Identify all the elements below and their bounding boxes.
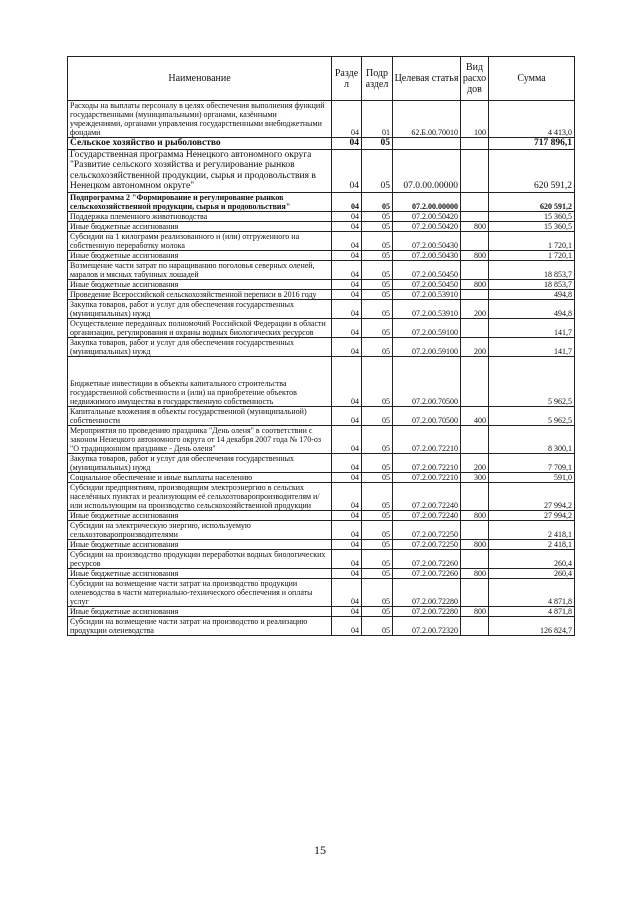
row-amount: 620 591,2	[489, 192, 575, 211]
row-name: Капитальные вложения в объекты государственной (муниципальной) собственности	[68, 406, 332, 425]
row-subsection: 05	[362, 279, 393, 289]
row-target-article: 62.Б.00.70010	[393, 101, 461, 138]
row-section: 04	[332, 138, 362, 150]
row-expense-type	[461, 138, 489, 150]
row-expense-type: 800	[461, 568, 489, 578]
row-expense-type	[461, 192, 489, 211]
row-section: 04	[332, 549, 362, 568]
row-expense-type	[461, 211, 489, 221]
table-row	[68, 520, 575, 539]
table-row	[68, 568, 575, 578]
row-expense-type: 100	[461, 101, 489, 138]
row-target-article: 07.2.00.72250	[393, 539, 461, 549]
row-target-article: 07.2.00.59100	[393, 337, 461, 356]
row-name: Государственная программа Ненецкого автономного округа "Развитие сельского хозяйства и регулирование рынков сельскохозяйственной продукции, сырья и продовольствия в Ненецком автономном округе"	[68, 149, 332, 192]
row-subsection: 05	[362, 482, 393, 510]
row-name: Закупка товаров, работ и услуг для обеспечения государственных (муниципальных) нужд	[68, 453, 332, 472]
table-row	[68, 221, 575, 231]
row-section: 04	[332, 472, 362, 482]
row-section: 04	[332, 279, 362, 289]
row-subsection: 05	[362, 149, 393, 192]
row-section: 04	[332, 568, 362, 578]
row-name: Субсидии на производство продукции переработки водных биологических ресурсов	[68, 549, 332, 568]
row-expense-type	[461, 260, 489, 279]
row-section: 04	[332, 616, 362, 635]
row-section: 04	[332, 578, 362, 606]
row-target-article: 07.2.00.50450	[393, 260, 461, 279]
row-target-article: 07.2.00.53910	[393, 299, 461, 318]
table-row	[68, 138, 575, 150]
row-section: 04	[332, 510, 362, 520]
row-name: Иные бюджетные ассигнования	[68, 539, 332, 549]
row-subsection: 05	[362, 539, 393, 549]
table-row	[68, 616, 575, 635]
row-amount: 2 418,1	[489, 520, 575, 539]
row-section: 04	[332, 101, 362, 138]
row-target-article: 07.2.00.72260	[393, 549, 461, 568]
row-name: Субсидии на возмещение части затрат на производство продукции оленеводства в части материально-технического обеспечения и оплаты услуг	[68, 578, 332, 606]
row-subsection: 05	[362, 299, 393, 318]
header-section: Разде л	[332, 57, 362, 101]
row-name: Расходы на выплаты персоналу в целях обеспечения выполнения функций государственными (муниципальными) органами, казёнными учреждениями, органами управления государственными внебюджетными фондами	[68, 101, 332, 138]
row-subsection: 05	[362, 250, 393, 260]
row-expense-type: 800	[461, 221, 489, 231]
row-expense-type: 200	[461, 299, 489, 318]
row-target-article: 07.2.00.72260	[393, 568, 461, 578]
row-name: Субсидии на 1 килограмм реализованного и (или) отгруженного на собственную переработку молока	[68, 231, 332, 250]
row-name: Субсидии на электрическую энергию, используемую сельхозтоваропроизводителями	[68, 520, 332, 539]
row-name: Мероприятия по проведению праздника "День оленя" в соответствии с законом Ненецкого автономного округа от 14 декабря 2007 года № 170-оз "О традиционном празднике - День оленя"	[68, 425, 332, 453]
row-expense-type: 800	[461, 606, 489, 616]
table-row	[68, 192, 575, 211]
row-subsection: 05	[362, 138, 393, 150]
row-subsection: 05	[362, 337, 393, 356]
row-expense-type	[461, 578, 489, 606]
row-name: Закупка товаров, работ и услуг для обеспечения государственных (муниципальных) нужд	[68, 299, 332, 318]
row-section: 04	[332, 482, 362, 510]
row-name: Проведение Всероссийской сельскохозяйственной переписи в 2016 году	[68, 289, 332, 299]
row-target-article: 07.2.00.50430	[393, 231, 461, 250]
row-subsection: 01	[362, 101, 393, 138]
row-expense-type: 800	[461, 510, 489, 520]
row-amount: 1 720,1	[489, 231, 575, 250]
row-section: 04	[332, 337, 362, 356]
row-expense-type	[461, 356, 489, 406]
row-subsection: 05	[362, 606, 393, 616]
table-row	[68, 425, 575, 453]
row-section: 04	[332, 356, 362, 406]
row-subsection: 05	[362, 453, 393, 472]
row-target-article: 07.2.00.72240	[393, 510, 461, 520]
row-target-article: 07.2.00.72240	[393, 482, 461, 510]
table-row	[68, 231, 575, 250]
row-amount: 591,0	[489, 472, 575, 482]
table-row	[68, 356, 575, 406]
row-section: 04	[332, 453, 362, 472]
row-amount: 1 720,1	[489, 250, 575, 260]
row-amount: 494,8	[489, 289, 575, 299]
table-row	[68, 260, 575, 279]
row-subsection: 05	[362, 568, 393, 578]
row-target-article: 07.2.00.50450	[393, 279, 461, 289]
row-expense-type: 300	[461, 472, 489, 482]
row-name: Возмещение части затрат по наращиванию поголовья северных оленей, маралов и мясных табунных лошадей	[68, 260, 332, 279]
row-subsection: 05	[362, 192, 393, 211]
row-subsection: 05	[362, 616, 393, 635]
row-name: Закупка товаров, работ и услуг для обеспечения государственных (муниципальных) нужд	[68, 337, 332, 356]
row-target-article	[393, 138, 461, 150]
table-row	[68, 549, 575, 568]
row-name: Подпрограмма 2 "Формирование и регулирование рынков сельскохозяйственной продукции, сырья и продовольствия"	[68, 192, 332, 211]
row-amount: 717 896,1	[489, 138, 575, 150]
table-row	[68, 539, 575, 549]
row-expense-type	[461, 289, 489, 299]
row-section: 04	[332, 299, 362, 318]
row-amount: 4 413,0	[489, 101, 575, 138]
table-header-row	[68, 57, 575, 101]
row-expense-type	[461, 482, 489, 510]
row-section: 04	[332, 250, 362, 260]
row-section: 04	[332, 425, 362, 453]
row-subsection: 05	[362, 578, 393, 606]
row-amount: 4 871,8	[489, 606, 575, 616]
row-amount: 27 994,2	[489, 482, 575, 510]
row-name: Иные бюджетные ассигнования	[68, 568, 332, 578]
header-target-article: Целевая статья	[393, 57, 461, 101]
row-target-article: 07.2.00.72210	[393, 453, 461, 472]
row-name: Бюджетные инвестиции в объекты капитального строительства государственной собственности и (или) на приобретение объектов недвижимого имущества в государственную собственность	[68, 356, 332, 406]
budget-sheet	[67, 56, 574, 636]
row-expense-type: 800	[461, 539, 489, 549]
row-section: 04	[332, 211, 362, 221]
row-expense-type	[461, 616, 489, 635]
row-amount: 4 871,8	[489, 578, 575, 606]
row-expense-type	[461, 549, 489, 568]
row-target-article: 07.2.00.72280	[393, 578, 461, 606]
row-section: 04	[332, 231, 362, 250]
row-section: 04	[332, 539, 362, 549]
table-row	[68, 211, 575, 221]
table-row	[68, 578, 575, 606]
row-section: 04	[332, 318, 362, 337]
row-target-article: 07.2.00.72250	[393, 520, 461, 539]
row-section: 04	[332, 606, 362, 616]
row-amount: 260,4	[489, 549, 575, 568]
row-amount: 15 360,5	[489, 221, 575, 231]
row-name: Иные бюджетные ассигнования	[68, 221, 332, 231]
row-amount: 18 853,7	[489, 260, 575, 279]
table-row	[68, 510, 575, 520]
row-expense-type: 200	[461, 453, 489, 472]
row-subsection: 05	[362, 520, 393, 539]
row-target-article: 07.2.00.72320	[393, 616, 461, 635]
row-expense-type	[461, 231, 489, 250]
row-subsection: 05	[362, 425, 393, 453]
row-section: 04	[332, 221, 362, 231]
row-section: 04	[332, 520, 362, 539]
row-amount: 141,7	[489, 337, 575, 356]
row-expense-type	[461, 520, 489, 539]
row-target-article: 07.2.00.50420	[393, 211, 461, 221]
row-name: Иные бюджетные ассигнования	[68, 250, 332, 260]
row-expense-type: 400	[461, 406, 489, 425]
table-row	[68, 101, 575, 138]
row-target-article: 07.2.00.70500	[393, 356, 461, 406]
row-section: 04	[332, 406, 362, 425]
row-subsection: 05	[362, 549, 393, 568]
row-amount: 18 853,7	[489, 279, 575, 289]
row-subsection: 05	[362, 260, 393, 279]
row-expense-type	[461, 425, 489, 453]
row-subsection: 05	[362, 318, 393, 337]
row-name: Поддержка племенного животноводства	[68, 211, 332, 221]
table-row	[68, 337, 575, 356]
header-subsection: Подр аздел	[362, 57, 393, 101]
row-target-article: 07.2.00.72280	[393, 606, 461, 616]
header-amount: Сумма	[489, 57, 575, 101]
table-row	[68, 453, 575, 472]
row-target-article: 07.2.00.70500	[393, 406, 461, 425]
row-target-article: 07.2.00.50420	[393, 221, 461, 231]
row-section: 04	[332, 289, 362, 299]
row-target-article: 07.2.00.72210	[393, 472, 461, 482]
row-amount: 8 300,1	[489, 425, 575, 453]
row-target-article: 07.2.00.50430	[393, 250, 461, 260]
row-target-article: 07.2.00.59100	[393, 318, 461, 337]
row-name: Сельское хозяйство и рыболовство	[68, 138, 332, 150]
row-name: Иные бюджетные ассигнования	[68, 510, 332, 520]
row-target-article: 07.0.00.00000	[393, 149, 461, 192]
row-target-article: 07.2.00.53910	[393, 289, 461, 299]
row-amount: 27 994,2	[489, 510, 575, 520]
row-expense-type	[461, 318, 489, 337]
header-expense-type: Вид расхо дов	[461, 57, 489, 101]
row-subsection: 05	[362, 406, 393, 425]
table-row	[68, 406, 575, 425]
row-subsection: 05	[362, 356, 393, 406]
row-amount: 141,7	[489, 318, 575, 337]
row-subsection: 05	[362, 231, 393, 250]
row-name: Осуществление переданных полномочий Российской Федерации в области организации, регулирования и охраны водных биологических ресурсов	[68, 318, 332, 337]
row-name: Субсидии на возмещение части затрат на производство и реализацию продукции оленеводства	[68, 616, 332, 635]
row-section: 04	[332, 192, 362, 211]
table-row	[68, 149, 575, 192]
row-expense-type: 800	[461, 250, 489, 260]
row-amount: 5 962,5	[489, 406, 575, 425]
row-amount: 5 962,5	[489, 356, 575, 406]
table-row	[68, 318, 575, 337]
header-name: Наименование	[68, 57, 332, 101]
row-amount: 15 360,5	[489, 211, 575, 221]
row-section: 04	[332, 260, 362, 279]
table-row	[68, 299, 575, 318]
row-expense-type: 800	[461, 279, 489, 289]
row-amount: 494,8	[489, 299, 575, 318]
row-amount: 2 418,1	[489, 539, 575, 549]
row-section: 04	[332, 149, 362, 192]
table-row	[68, 279, 575, 289]
row-amount: 7 709,1	[489, 453, 575, 472]
table-row	[68, 482, 575, 510]
row-amount: 126 824,7	[489, 616, 575, 635]
row-name: Субсидии предприятиям, производящим электроэнергию в сельских населённых пунктах и реализующим её сельхозтоваропроизводителям и/или использующим на производство сельскохозяйственной продукции	[68, 482, 332, 510]
row-target-article: 07.2.00.00000	[393, 192, 461, 211]
row-expense-type: 200	[461, 337, 489, 356]
row-subsection: 05	[362, 510, 393, 520]
row-name: Иные бюджетные ассигнования	[68, 606, 332, 616]
row-name: Социальное обеспечение и иные выплаты населению	[68, 472, 332, 482]
table-row	[68, 472, 575, 482]
row-amount: 620 591,2	[489, 149, 575, 192]
row-target-article: 07.2.00.72210	[393, 425, 461, 453]
budget-table	[67, 56, 575, 636]
row-subsection: 05	[362, 221, 393, 231]
row-name: Иные бюджетные ассигнования	[68, 279, 332, 289]
table-row	[68, 606, 575, 616]
row-subsection: 05	[362, 289, 393, 299]
row-expense-type	[461, 149, 489, 192]
row-subsection: 05	[362, 211, 393, 221]
page-number: 15	[314, 843, 326, 857]
table-row	[68, 250, 575, 260]
table-row	[68, 289, 575, 299]
row-amount: 260,4	[489, 568, 575, 578]
row-subsection: 05	[362, 472, 393, 482]
